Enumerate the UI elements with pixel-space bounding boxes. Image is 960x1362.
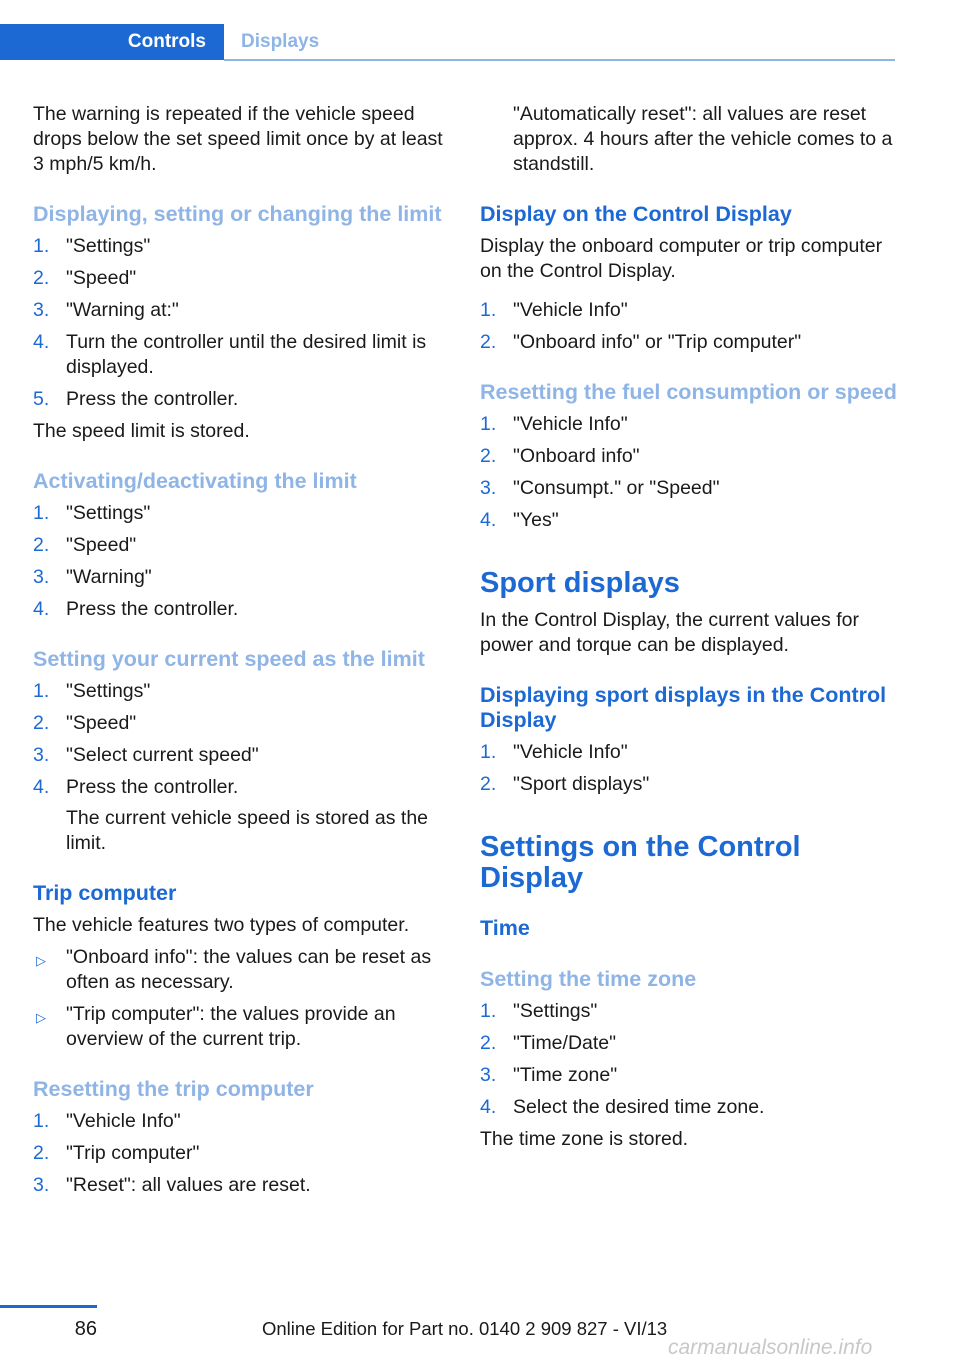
list-item [480,444,900,469]
paragraph-limit-stored: The speed limit is stored. [33,420,250,442]
heading-sport-displays: Sport displays [480,567,680,599]
section-title-displaying-limit: Displaying, setting or changing the limit [33,202,442,226]
list-item [480,508,900,533]
list-text: "Vehicle Info" [66,1110,181,1132]
list-item [480,1031,900,1056]
list-text: "Time/Date" [513,1032,617,1054]
list-item [480,330,900,355]
list-text: "Onboard info" [513,445,640,467]
watermark: carmanualsonline.info [668,1336,873,1359]
list-item [33,679,448,704]
list-text: Press the controller. [66,776,239,798]
list-number: 3. [33,566,50,588]
list-text: "Speed" [66,712,137,734]
list-item [480,412,900,437]
list-number: 1. [33,680,50,702]
section-title-trip-computer: Trip computer [33,881,177,905]
list-item [33,743,448,768]
section-title-current-speed-limit: Setting your current speed as the limit [33,647,425,671]
list-item [33,330,448,380]
left-column [33,102,448,1205]
list-number: 1. [480,299,497,321]
list-resetting-trip-computer [33,1109,448,1198]
list-text: "Settings" [66,502,151,524]
triangle-bullet-icon: ▷ [36,1010,46,1025]
list-displaying-limit [33,234,448,412]
list-text: Turn the controller until the desired limit is displayed. [66,331,427,378]
list-item [33,1173,448,1198]
list-number: 2. [480,773,497,795]
list-number: 1. [33,235,50,257]
list-number: 1. [33,502,50,524]
section-title-time-zone: Setting the time zone [480,967,697,991]
triangle-bullet-icon: ▷ [36,953,46,968]
list-number: 3. [33,1174,50,1196]
section-title-activating-limit: Activating/deactivating the limit [33,469,357,493]
list-item [480,298,900,323]
right-column [480,102,900,1152]
header-divider [224,59,895,61]
list-number: 2. [480,445,497,467]
list-number: 2. [33,712,50,734]
list-item [480,999,900,1024]
list-number: 3. [33,299,50,321]
list-number: 4. [33,776,50,798]
section-title-resetting-trip-computer: Resetting the trip computer [33,1077,314,1101]
bullet-list-computer-types [33,945,448,1052]
bullet-item [33,1002,448,1052]
list-number: 5. [33,388,50,410]
section-title-displaying-sport: Displaying sport displays in the Control Display [480,683,887,732]
list-text: "Settings" [513,1000,598,1022]
paragraph-time-zone-stored: The time zone is stored. [480,1128,689,1150]
edition-text: Online Edition for Part no. 0140 2 909 827 - VI/13 [262,1318,668,1339]
list-number: 1. [480,1000,497,1022]
list-text: "Warning" [66,566,152,588]
list-text: "Speed" [66,267,137,289]
list-item [33,565,448,590]
list-item [33,711,448,736]
list-item [33,234,448,259]
note-speed-stored: The current vehicle speed is stored as the limit. [66,807,429,854]
list-text: "Settings" [66,235,151,257]
list-text: "Vehicle Info" [513,413,628,435]
list-item [33,775,448,800]
section-title-resetting-fuel: Resetting the fuel consumption or speed [480,380,897,404]
list-number: 1. [480,741,497,763]
list-number: 2. [33,1142,50,1164]
list-text: "Consumpt." or "Speed" [513,477,720,499]
list-text: "Speed" [66,534,137,556]
list-text: "Onboard info" or "Trip computer" [513,331,802,353]
list-number: 2. [480,1032,497,1054]
list-number: 3. [480,1064,497,1086]
list-displaying-sport [480,740,900,797]
list-text: "Warning at:" [66,299,179,321]
paragraph-display-onboard: Display the onboard computer or trip computer on the Control Display. [480,235,883,282]
header-tabs [0,24,895,62]
list-item [480,740,900,765]
list-number: 2. [33,534,50,556]
list-text: "Vehicle Info" [513,741,628,763]
list-item [33,298,448,323]
list-item [33,1141,448,1166]
list-text: "Sport displays" [513,773,650,795]
bullet-item [33,945,448,995]
list-text: "Select current speed" [66,744,259,766]
tab-displays[interactable]: Displays [241,31,320,52]
list-item [480,1095,900,1120]
list-resetting-fuel [480,412,900,533]
list-number: 1. [480,413,497,435]
list-item [33,597,448,622]
list-text: Press the controller. [66,388,239,410]
list-number: 2. [33,267,50,289]
list-item [33,1109,448,1134]
list-text: Press the controller. [66,598,239,620]
list-number: 4. [480,1096,497,1118]
list-item [480,772,900,797]
section-title-time: Time [480,916,530,940]
list-item [33,266,448,291]
list-number: 3. [33,744,50,766]
list-text: "Vehicle Info" [513,299,628,321]
footer-divider [0,1305,97,1308]
list-item [33,533,448,558]
list-number: 1. [33,1110,50,1132]
list-text: "Yes" [513,509,559,531]
heading-settings-control-display: Settings on the Control Display [480,831,801,894]
list-text: "Time zone" [513,1064,618,1086]
page-number: 86 [74,1318,97,1340]
list-time-zone [480,999,900,1120]
list-text: "Trip computer" [66,1142,200,1164]
list-current-speed-limit [33,679,448,800]
bullet-text: "Trip computer": the values provide an overview of the current trip. [66,1003,396,1050]
paragraph-sport-intro: In the Control Display, the current values for power and torque can be displayed. [480,609,859,656]
list-item [33,501,448,526]
list-text: "Reset": all values are reset. [66,1174,311,1196]
bullet-text: "Onboard info": the values can be reset as often as necessary. [66,946,432,993]
list-item [480,476,900,501]
intro-paragraph: The warning is repeated if the vehicle speed drops below the set speed limit once by at least 3 mph/5 km/h. [33,103,443,175]
paragraph-computer-types: The vehicle features two types of computer. [33,914,410,936]
list-number: 4. [33,331,50,353]
tab-controls[interactable]: Controls [0,24,224,60]
list-display-control-display [480,298,900,355]
list-item [33,387,448,412]
list-activating-limit [33,501,448,622]
list-number: 4. [33,598,50,620]
section-title-display-control-display: Display on the Control Display [480,202,792,226]
paragraph-automatically-reset: "Automatically reset": all values are reset approx. 4 hours after the vehicle comes to a standstill. [513,103,893,175]
list-item [480,1063,900,1088]
list-number: 4. [480,509,497,531]
list-number: 2. [480,331,497,353]
list-text: "Settings" [66,680,151,702]
list-number: 3. [480,477,497,499]
list-text: Select the desired time zone. [513,1096,765,1118]
